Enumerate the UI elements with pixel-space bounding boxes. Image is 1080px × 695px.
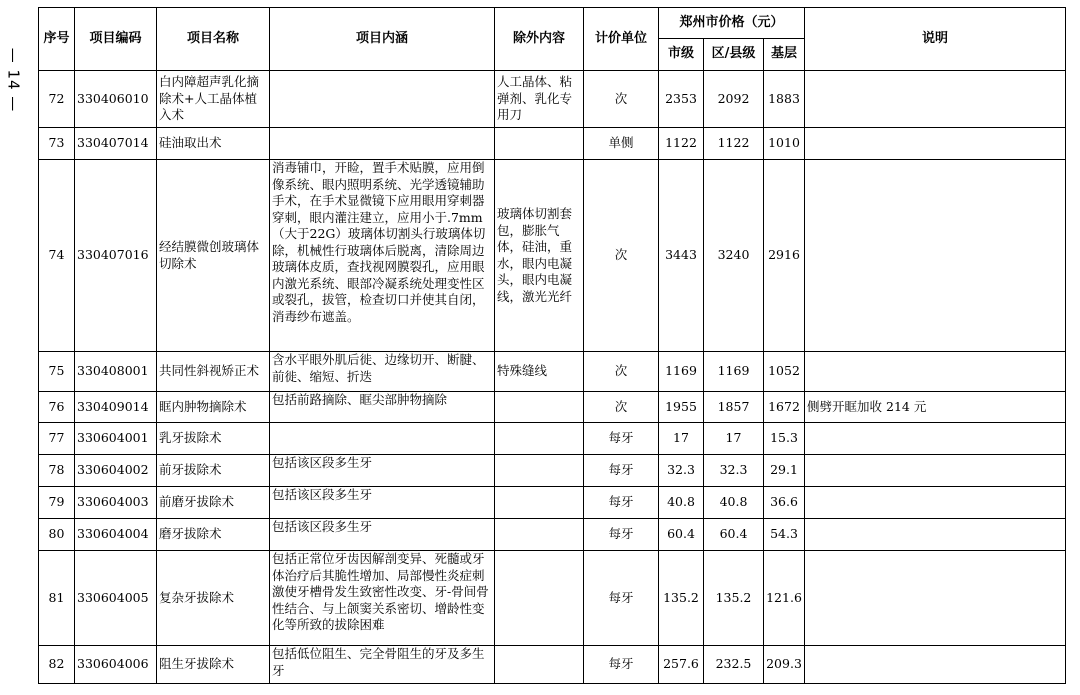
cell-exclude	[495, 487, 584, 519]
cell-city: 60.4	[659, 519, 704, 551]
cell-district: 17	[704, 423, 764, 455]
cell-basic: 209.3	[764, 646, 805, 684]
table-row	[39, 160, 1066, 352]
cell-note	[805, 551, 1066, 646]
cell-code: 330604002	[75, 455, 157, 487]
header-no: 序号	[39, 8, 75, 71]
cell-no: 78	[39, 455, 75, 487]
page-number	[2, 30, 24, 130]
cell-content: 包括该区段多生牙	[270, 519, 495, 551]
header-unit: 计价单位	[584, 8, 659, 71]
header-district: 区/县级	[704, 39, 764, 71]
cell-basic: 1052	[764, 352, 805, 392]
cell-district: 1122	[704, 128, 764, 160]
cell-content: 包括正常位牙齿因解剖变异、死髓或牙体治疗后其脆性增加、局部慢性炎症刺激使牙槽骨发生致密性改变、牙-骨间骨性结合、与上颌窦关系密切、增龄性变化等所致的拔除困难	[270, 551, 495, 646]
cell-basic: 15.3	[764, 423, 805, 455]
cell-district: 32.3	[704, 455, 764, 487]
cell-district: 2092	[704, 71, 764, 128]
cell-content: 包括低位阻生、完全骨阻生的牙及多生牙	[270, 646, 495, 684]
cell-district: 40.8	[704, 487, 764, 519]
cell-district: 232.5	[704, 646, 764, 684]
cell-no: 73	[39, 128, 75, 160]
cell-unit: 每牙	[584, 551, 659, 646]
cell-basic: 1672	[764, 392, 805, 423]
cell-name: 复杂牙拔除术	[157, 551, 270, 646]
page-number-text: — 14 —	[4, 47, 22, 113]
cell-no: 81	[39, 551, 75, 646]
cell-content	[270, 128, 495, 160]
cell-content	[270, 71, 495, 128]
table-row	[39, 352, 1066, 392]
table-row	[39, 455, 1066, 487]
cell-no: 80	[39, 519, 75, 551]
cell-note	[805, 352, 1066, 392]
cell-basic: 1010	[764, 128, 805, 160]
cell-exclude	[495, 519, 584, 551]
cell-no: 77	[39, 423, 75, 455]
cell-name: 前磨牙拔除术	[157, 487, 270, 519]
cell-exclude	[495, 128, 584, 160]
table-row	[39, 519, 1066, 551]
cell-note	[805, 128, 1066, 160]
price-table	[38, 7, 1066, 684]
table-row	[39, 392, 1066, 423]
header-content: 项目内涵	[270, 8, 495, 71]
cell-district: 1857	[704, 392, 764, 423]
cell-note	[805, 71, 1066, 128]
cell-district: 135.2	[704, 551, 764, 646]
cell-content: 包括该区段多生牙	[270, 455, 495, 487]
cell-note	[805, 455, 1066, 487]
cell-basic: 36.6	[764, 487, 805, 519]
cell-exclude	[495, 646, 584, 684]
cell-exclude: 特殊缝线	[495, 352, 584, 392]
cell-code: 330604001	[75, 423, 157, 455]
cell-no: 79	[39, 487, 75, 519]
cell-note	[805, 646, 1066, 684]
cell-exclude: 玻璃体切割套包，膨胀气体，硅油，重水，眼内电凝头，眼内电凝线，激光光纤	[495, 160, 584, 352]
cell-name: 硅油取出术	[157, 128, 270, 160]
cell-unit: 每牙	[584, 423, 659, 455]
cell-unit: 每牙	[584, 455, 659, 487]
cell-content: 包括前路摘除、眶尖部肿物摘除	[270, 392, 495, 423]
cell-city: 32.3	[659, 455, 704, 487]
cell-no: 82	[39, 646, 75, 684]
cell-city: 1169	[659, 352, 704, 392]
cell-code: 330407016	[75, 160, 157, 352]
table-row	[39, 128, 1066, 160]
cell-unit: 每牙	[584, 487, 659, 519]
cell-basic: 1883	[764, 71, 805, 128]
cell-exclude: 人工晶体、粘弹剂、乳化专用刀	[495, 71, 584, 128]
cell-name: 乳牙拔除术	[157, 423, 270, 455]
cell-content: 含水平眼外肌后徙、边缘切开、断腱、前徙、缩短、折迭	[270, 352, 495, 392]
cell-exclude	[495, 423, 584, 455]
table-row	[39, 71, 1066, 128]
cell-note	[805, 423, 1066, 455]
cell-basic: 2916	[764, 160, 805, 352]
cell-city: 2353	[659, 71, 704, 128]
header-city: 市级	[659, 39, 704, 71]
table-row	[39, 646, 1066, 684]
cell-no: 76	[39, 392, 75, 423]
cell-note: 侧劈开眶加收 214 元	[805, 392, 1066, 423]
cell-name: 阻生牙拔除术	[157, 646, 270, 684]
cell-exclude	[495, 455, 584, 487]
cell-unit: 次	[584, 352, 659, 392]
cell-city: 1955	[659, 392, 704, 423]
cell-unit: 次	[584, 160, 659, 352]
cell-note	[805, 519, 1066, 551]
cell-no: 72	[39, 71, 75, 128]
cell-name: 共同性斜视矫正术	[157, 352, 270, 392]
cell-name: 眶内肿物摘除术	[157, 392, 270, 423]
header-note: 说明	[805, 8, 1066, 71]
cell-code: 330409014	[75, 392, 157, 423]
table-row	[39, 551, 1066, 646]
cell-code: 330604006	[75, 646, 157, 684]
cell-unit: 单侧	[584, 128, 659, 160]
cell-name: 经结膜微创玻璃体切除术	[157, 160, 270, 352]
cell-city: 135.2	[659, 551, 704, 646]
cell-basic: 54.3	[764, 519, 805, 551]
cell-name: 白内障超声乳化摘除术+人工晶体植入术	[157, 71, 270, 128]
cell-unit: 每牙	[584, 519, 659, 551]
cell-code: 330407014	[75, 128, 157, 160]
cell-district: 60.4	[704, 519, 764, 551]
header-name: 项目名称	[157, 8, 270, 71]
cell-city: 257.6	[659, 646, 704, 684]
cell-code: 330406010	[75, 71, 157, 128]
cell-city: 3443	[659, 160, 704, 352]
cell-content: 消毒铺巾，开睑，置手术贴膜，应用倒像系统、眼内照明系统、光学透镜辅助手术，在手术显微镜下应用眼用穿刺器穿刺，眼内灌注建立，应用小于.7mm（大于22G）玻璃体切割头行玻璃体切除，机械性行玻璃体后脱离，清除周边玻璃体皮质，查找视网膜裂孔，应用眼内激光系统、眼部冷凝系统处理变性区或裂孔，拔管，检查切口并使其自闭，消毒纱布遮盖。	[270, 160, 495, 352]
cell-code: 330604005	[75, 551, 157, 646]
cell-city: 1122	[659, 128, 704, 160]
table-row	[39, 423, 1066, 455]
cell-no: 75	[39, 352, 75, 392]
cell-note	[805, 487, 1066, 519]
cell-unit: 次	[584, 71, 659, 128]
cell-city: 17	[659, 423, 704, 455]
cell-city: 40.8	[659, 487, 704, 519]
cell-code: 330604003	[75, 487, 157, 519]
header-basic: 基层	[764, 39, 805, 71]
header-price-group: 郑州市价格（元）	[659, 8, 805, 39]
header-code: 项目编码	[75, 8, 157, 71]
header-exclude: 除外内容	[495, 8, 584, 71]
cell-code: 330408001	[75, 352, 157, 392]
cell-name: 磨牙拔除术	[157, 519, 270, 551]
cell-code: 330604004	[75, 519, 157, 551]
cell-basic: 121.6	[764, 551, 805, 646]
cell-content: 包括该区段多生牙	[270, 487, 495, 519]
cell-note	[805, 160, 1066, 352]
cell-content	[270, 423, 495, 455]
header-row-1	[39, 8, 1066, 39]
table-row	[39, 487, 1066, 519]
cell-exclude	[495, 551, 584, 646]
cell-exclude	[495, 392, 584, 423]
cell-name: 前牙拔除术	[157, 455, 270, 487]
cell-district: 3240	[704, 160, 764, 352]
cell-unit: 次	[584, 392, 659, 423]
cell-unit: 每牙	[584, 646, 659, 684]
cell-district: 1169	[704, 352, 764, 392]
cell-no: 74	[39, 160, 75, 352]
cell-basic: 29.1	[764, 455, 805, 487]
